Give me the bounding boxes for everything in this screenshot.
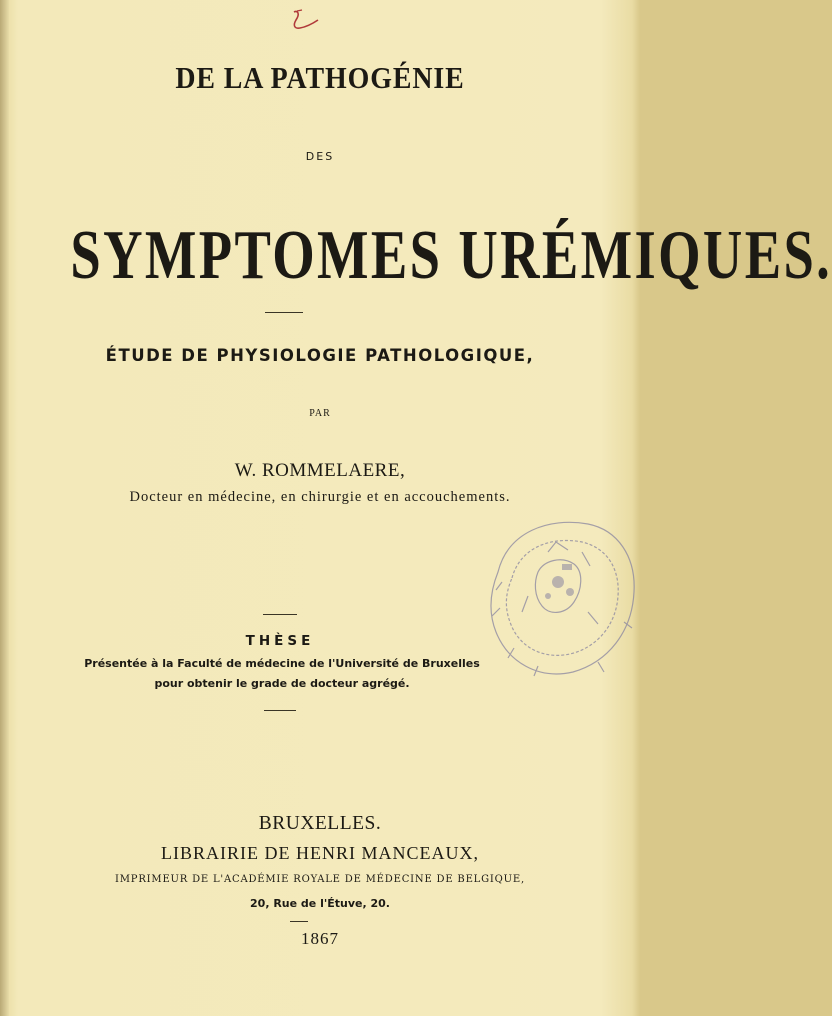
publication-year: 1867 — [301, 929, 339, 948]
publisher-name: LIBRAIRIE DE HENRI MANCEAUX, — [161, 843, 479, 863]
library-seal-stamp-icon — [478, 512, 638, 702]
printer-line: IMPRIMEUR DE L'ACADÉMIE ROYALE DE MÉDECINE DE BELGIQUE, — [115, 874, 525, 885]
divider-rule — [264, 710, 296, 711]
subtitle: ÉTUDE DE PHYSIOLOGIE PATHOLOGIQUE, — [105, 346, 535, 365]
presented-line-2: pour obtenir le grade de docteur agrégé. — [154, 677, 410, 690]
title-line-2: SYMPTOMES URÉMIQUES. — [70, 217, 832, 294]
divider-rule — [265, 312, 303, 313]
publisher-address: 20, Rue de l'Étuve, 20. — [250, 897, 390, 910]
presented-line-1: Présentée à la Faculté de médecine de l'Université de Bruxelles — [84, 657, 480, 670]
publication-city: BRUXELLES. — [258, 813, 382, 834]
handwritten-mark — [284, 8, 324, 34]
author-degree: Docteur en médecine, en chirurgie et en accouchements. — [129, 489, 511, 505]
title-des: DES — [305, 150, 335, 163]
divider-rule — [290, 921, 308, 922]
title-line-1: DE LA PATHOGÉNIE — [175, 60, 465, 95]
par-label: PAR — [309, 408, 331, 419]
author-name: W. ROMMELAERE, — [234, 460, 406, 481]
divider-rule — [263, 614, 297, 615]
these-heading: THÈSE — [245, 633, 315, 649]
